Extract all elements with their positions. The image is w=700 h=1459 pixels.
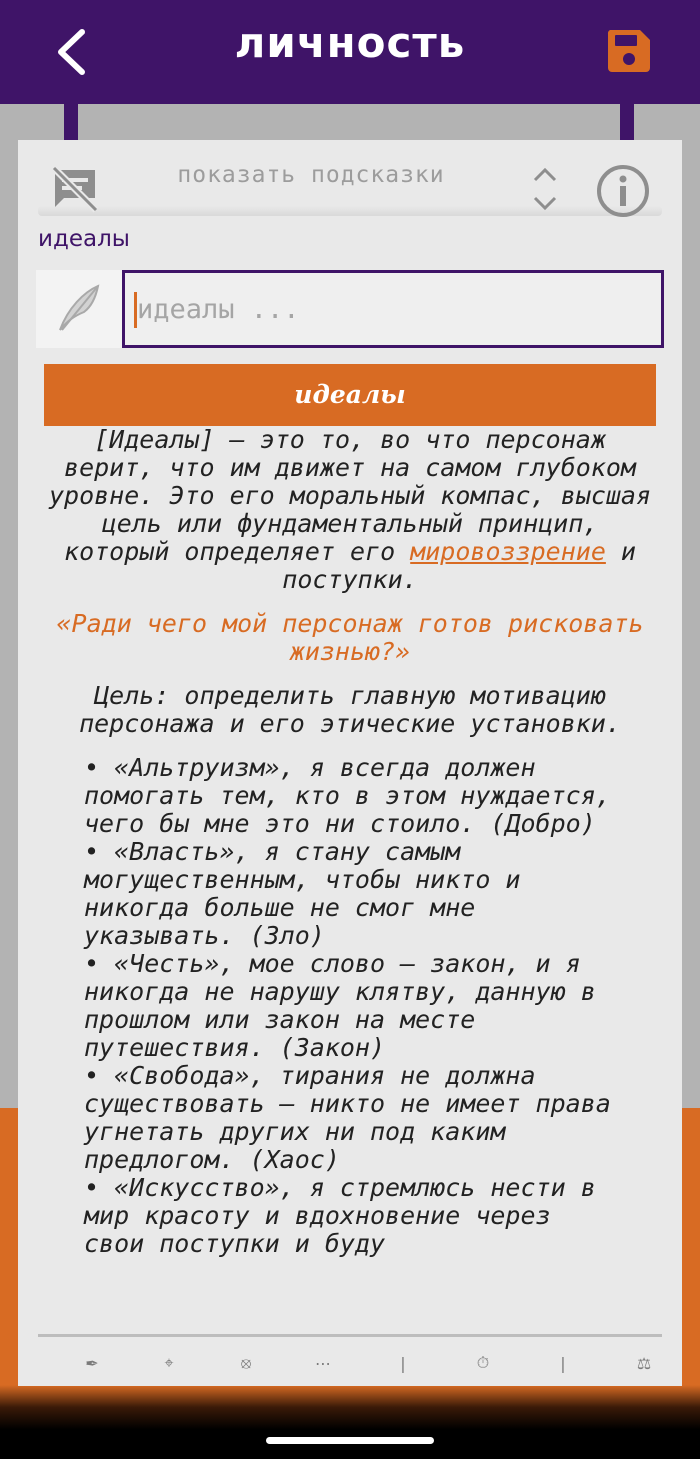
quill-button[interactable] [36, 270, 122, 348]
list-item: • «Альтруизм», я всегда должен помогать тем, кто в этом нуждается, чего бы мне это ни стоило. (Добро) [84, 753, 611, 838]
divider-icon: | [560, 1353, 566, 1373]
field-label: идеалы [38, 226, 130, 252]
target-icon[interactable]: ⌖ [164, 1353, 174, 1372]
text-caret [134, 292, 137, 328]
section-title-bar: идеалы [44, 364, 656, 426]
hints-row [18, 140, 682, 216]
goal-text: Цель: определить главную мотивацию персонажа и его этические установки. [79, 681, 621, 738]
divider-icon: | [400, 1353, 406, 1373]
more-icon[interactable]: ⋯ [315, 1353, 331, 1373]
header-post-left [64, 104, 78, 140]
ideals-input[interactable] [122, 270, 664, 348]
pocket-watch-icon[interactable]: ⏱ [476, 1353, 490, 1372]
quill-icon [54, 282, 104, 336]
crossed-circle-icon[interactable]: ⦻ [240, 1353, 252, 1372]
home-indicator[interactable] [266, 1437, 434, 1444]
floppy-disk-icon [606, 28, 652, 74]
sort-updown-icon[interactable] [530, 166, 560, 212]
list-item: • «Честь», мое слово — закон, и я никогда не нарушу клятву, данную в прошлом или закон на месте путешествия. (Закон) [84, 949, 596, 1062]
ideals-description [44, 426, 656, 1322]
content-panel [18, 140, 682, 1386]
intro-text [44, 426, 656, 594]
info-icon[interactable] [596, 164, 650, 218]
worldview-link[interactable]: мировоззрение [410, 537, 606, 566]
scales-icon[interactable]: ⚖ [636, 1353, 652, 1373]
bottom-gradient [0, 1385, 700, 1459]
intro-text-end: и поступки. [282, 537, 636, 594]
list-item: • «Свобода», тирания не должна существовать — никто не имеет права угнетать других ни под каким предлогом. (Хаос) [84, 1061, 611, 1174]
quill-icon[interactable]: ✒ [85, 1353, 99, 1373]
list-item: • «Власть», я стану самым могущественным, чтобы никто и никогда больше не смог мне указывать. (Зло) [84, 837, 521, 950]
content-fade [44, 1260, 656, 1322]
list-item: • «Искусство», я стремлюсь нести в мир красоту и вдохновение через свои поступки и буду [84, 1173, 596, 1258]
hints-row-shadow [38, 206, 662, 216]
save-button[interactable] [606, 28, 652, 74]
show-hints-toggle[interactable]: показать подсказки [177, 162, 445, 188]
header-post-right [620, 104, 634, 140]
ideals-list [44, 754, 656, 1258]
bottom-tab-bar [38, 1334, 662, 1389]
intro-text-part: [Идеалы] — это то, во что персонаж верит, что им движет на самом глубоком уровне. Это его моральный компас, высшая цель или фундаментальный принцип, который определяет его [48, 426, 652, 566]
key-question: «Ради чего мой персонаж готов рисковать жизнью?» [56, 609, 644, 666]
hint-off-icon[interactable] [50, 164, 100, 214]
page-title: личность [234, 18, 466, 67]
app-header [0, 0, 700, 104]
